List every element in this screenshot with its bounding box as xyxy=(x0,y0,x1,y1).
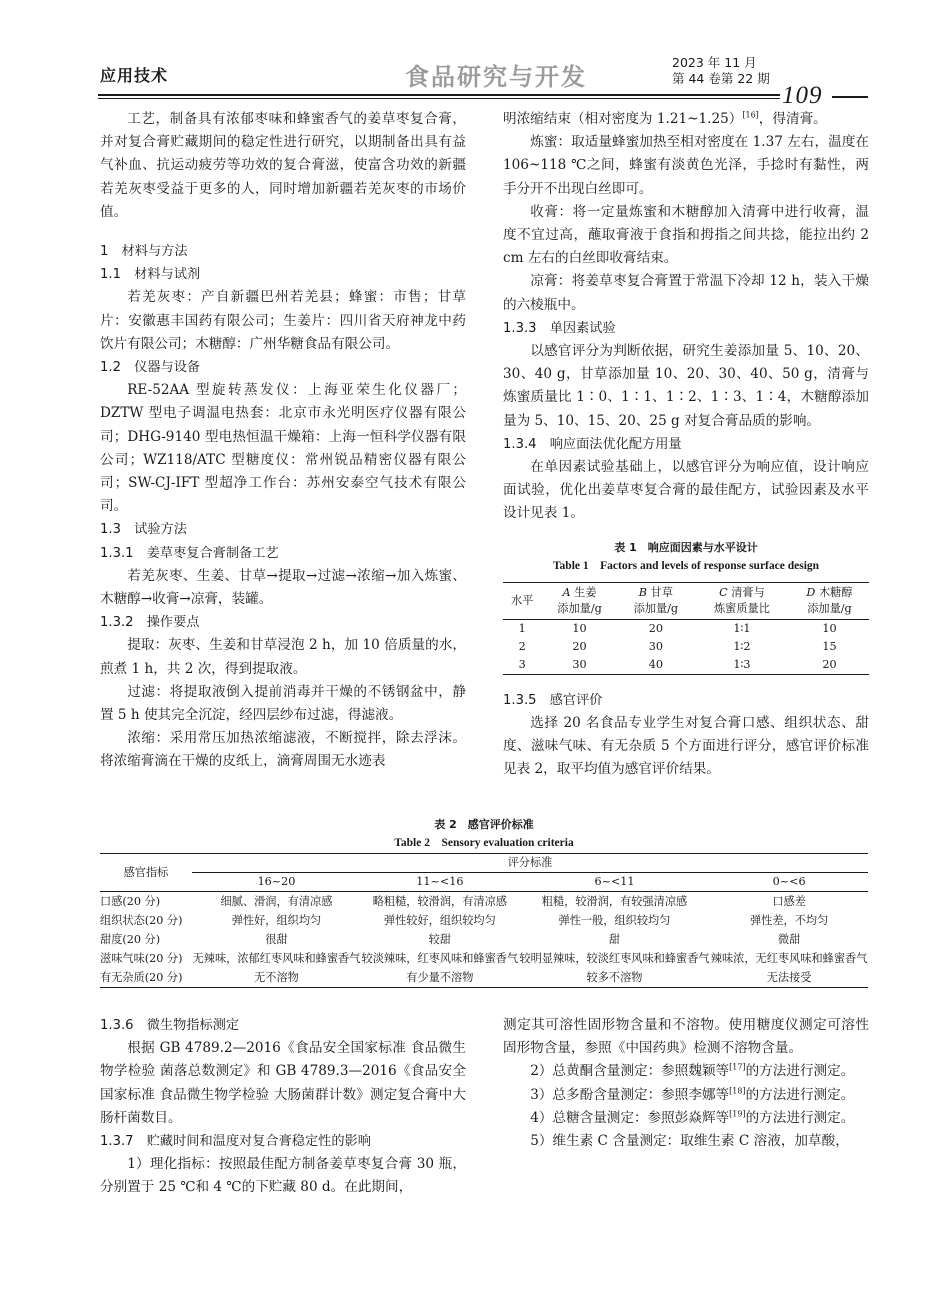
table-cell: 40 xyxy=(618,656,694,675)
header-rule-thin xyxy=(98,98,780,99)
table-cell: 10 xyxy=(822,621,837,635)
table-cell: 无法接受 xyxy=(710,968,868,988)
sugar-paragraph xyxy=(503,1107,869,1130)
heading-1-3-1: 1.3.1 姜草枣复合膏制备工艺 xyxy=(100,545,279,561)
table-cell: 甜度(20 分) xyxy=(100,933,161,946)
citation-ref: [17] xyxy=(729,1062,746,1072)
table1 xyxy=(503,582,869,675)
flavonoid-paragraph xyxy=(503,1060,869,1083)
table-cell: 有少量不溶物 xyxy=(361,968,519,988)
vitamin-c-paragraph: 5）维生素 C 含量测定：取维生素 C 溶液，加草酸， xyxy=(530,1133,849,1150)
heading-1-3-6: 1.3.6 微生物指标测定 xyxy=(100,1018,240,1033)
table-cell: 口感(20 分) xyxy=(100,895,161,908)
table1-caption-en: Table 1 Factors and levels of response surface design xyxy=(552,559,820,572)
table-cell: 弹性较好，组织较均匀 xyxy=(383,914,496,927)
honey-paragraph: 炼蜜：取适量蜂蜜加热至相对密度在 1.37 左右，温度在 106~118 ℃之间，蜂蜜有淡黄色光泽，手捻时有黏性，两手分开不出现白丝即可。 xyxy=(503,134,869,197)
extraction-paragraph: 提取：灰枣、生姜和甘草浸泡 2 h，加 10 倍质量的水，煎煮 1 h，共 2 次，得到提取液。 xyxy=(100,637,466,677)
intro-paragraph: 工艺，制备具有浓郁枣味和蜂蜜香气的姜草枣复合膏，并对复合膏贮藏期间的稳定性进行研究，以期制备出具有益气补血、抗运动疲劳等功效的复合膏滋，使富含功效的新疆若羌灰枣受益于更多的人，同时增加新疆若羌灰枣的市场价值。 xyxy=(100,111,466,220)
table-row xyxy=(100,911,868,930)
table-cell: 细腻、滑润，有清凉感 xyxy=(220,895,333,908)
text-span: 2）总黄酮含量测定：参照魏颖等 xyxy=(530,1063,730,1080)
materials-paragraph: 若羌灰枣：产自新疆巴州若羌县；蜂蜜：市售；甘草片：安徽惠丰国药有限公司；生姜片：四川省天府神龙中药饮片有限公司；木糖醇：广州华糖食品有限公司。 xyxy=(100,289,466,352)
heading-1-1: 1.1 材料与试剂 xyxy=(100,267,201,283)
microbe-paragraph: 根据 GB 4789.2—2016《食品安全国家标准 食品微生物学检验 菌落总数测定》和 GB 4789.3—2016《食品安全国家标准 食品微生物学检验 大肠菌群计数》测定复合膏中大肠杆菌数目。 xyxy=(100,1040,466,1126)
citation-ref: [16] xyxy=(742,110,759,120)
table2-caption: 表 2 感官评价标准 xyxy=(434,818,534,831)
bottom-right-column xyxy=(503,1014,869,1153)
table-cell: 30 xyxy=(648,639,663,653)
text-span: 的方法进行测定。 xyxy=(745,1086,855,1103)
text-span: 的方法进行测定。 xyxy=(745,1109,855,1126)
factor-letter: A xyxy=(562,585,571,599)
table-cell: 辣味浓，无红枣风味和蜂蜜香气 xyxy=(710,952,868,965)
table-cell: 较甜 xyxy=(428,933,452,946)
table-row xyxy=(503,656,869,675)
journal-title: 食品研究与开发 xyxy=(405,63,587,91)
range-header: 0~<6 xyxy=(710,873,868,892)
table-cell: 2 xyxy=(518,639,526,653)
table-cell: 较淡辣味，红枣风味和蜂蜜香气 xyxy=(361,952,519,965)
table2-col-indicator: 感官指标 xyxy=(100,854,192,892)
table-cell: 很甜 xyxy=(265,933,288,946)
citation-ref: [19] xyxy=(729,1109,746,1119)
factor-unit: 添加量/g xyxy=(633,601,679,615)
text-span: 3）总多酚含量测定：参照李娜等 xyxy=(530,1086,730,1103)
table2 xyxy=(100,853,868,988)
heading-1-3-7: 1.3.7 贮藏时间和温度对复合膏稳定性的影响 xyxy=(100,1134,371,1150)
table-row xyxy=(503,638,869,656)
instruments-paragraph: RE-52AA 型旋转蒸发仪：上海亚荣生化仪器厂；DZTW 型电子调温电热套：北京市永光明医疗仪器有限公司；DHG-9140 型电热恒温干燥箱：上海一恒科学仪器有限公司；WZ118/ATC 型糖度仪：常州锐品精密仪器有限公司；SW-CJ-IFT 型超净工作台：苏州安泰空气技术有限公司。 xyxy=(100,382,466,515)
heading-1-3: 1.3 试验方法 xyxy=(100,522,187,538)
table1-header-row xyxy=(503,582,869,619)
page-number: 109 xyxy=(782,82,823,109)
table-cell: 30 xyxy=(541,656,617,675)
table-cell: 20 xyxy=(648,621,663,635)
cooling-paragraph: 凉膏：将姜草枣复合膏置于常温下冷却 12 h，装入干燥的六棱瓶中。 xyxy=(503,273,869,313)
table-cell: 无不溶物 xyxy=(192,968,361,988)
issue-info xyxy=(672,55,770,87)
heading-1-3-3: 1.3.3 单因素试验 xyxy=(503,320,616,336)
table-cell: 微甜 xyxy=(777,933,801,946)
table-cell: 1∶2 xyxy=(733,639,751,653)
table-row xyxy=(100,892,868,912)
page-header xyxy=(0,0,950,109)
factor-name: 清膏与 xyxy=(727,585,765,599)
table-cell: 10 xyxy=(572,621,587,635)
table-cell: 1 xyxy=(518,621,526,635)
table-row xyxy=(100,930,868,949)
table2-block xyxy=(100,815,868,988)
table2-caption-en: Table 2 Sensory evaluation criteria xyxy=(394,837,574,849)
heading-1-3-4: 1.3.4 响应面法优化配方用量 xyxy=(503,436,682,452)
sensory-paragraph: 选择 20 名食品专业学生对复合膏口感、组织状态、甜度、滋味气味、有无杂质 5 个方面进行评分，感官评价标准见表 2，取平均值为感官评价结果。 xyxy=(503,714,869,778)
filtration-paragraph: 过滤：将提取液倒入提前消毒并干燥的不锈钢盆中，静置 5 h 使其完全沉淀，经四层纱布过滤，得滤液。 xyxy=(100,683,466,724)
factor-name: 甘草 xyxy=(646,585,673,599)
range-header: 11~<16 xyxy=(361,873,519,892)
range-header: 16~20 xyxy=(192,873,361,892)
left-column xyxy=(100,108,466,774)
table-cell: 弹性差，不均匀 xyxy=(749,914,829,927)
text-span: 的方法进行测定。 xyxy=(745,1063,855,1080)
table2-range-row xyxy=(100,873,868,892)
factor-unit: 炼蜜质量比 xyxy=(713,601,770,615)
table-cell: 略粗糙，较滑润，有清凉感 xyxy=(372,895,507,908)
factor-unit: 添加量/g xyxy=(807,601,852,615)
section-heading-1: 1 材料与方法 xyxy=(100,244,188,260)
factor-name: 生姜 xyxy=(570,585,597,599)
range-header: 6~<11 xyxy=(519,873,711,892)
polyphenol-paragraph xyxy=(503,1084,869,1107)
table-cell: 20 xyxy=(790,656,869,675)
issue-volume: 第 44 卷第 22 期 xyxy=(672,71,770,86)
rsm-paragraph: 在单因素试验基础上，以感官评分为响应值，设计响应面试验，优化出姜草枣复合膏的最佳配方，试验因素及水平设计见表 1。 xyxy=(503,459,869,522)
table-cell: 有无杂质(20 分) xyxy=(100,968,192,988)
storage-paragraph: 1）理化指标：按照最佳配方制备姜草枣复合膏 30 瓶，分别置于 25 ℃和 4 ℃的下贮藏 80 d。在此期间， xyxy=(100,1156,466,1196)
table-row xyxy=(100,968,868,988)
process-paragraph: 若羌灰枣、生姜、甘草→提取→过滤→浓缩→加入炼蜜、木糖醇→收膏→凉膏，装罐。 xyxy=(100,567,466,608)
table-cell: 3 xyxy=(503,656,541,675)
factor-unit: 添加量/g xyxy=(557,601,602,615)
section-label: 应用技术 xyxy=(100,66,169,85)
table-cell: 20 xyxy=(572,639,587,653)
single-factor-paragraph: 以感官评分为判断依据，研究生姜添加量 5、10、20、30、40 g，甘草添加量 10、20、30、40、50 g，清膏与炼蜜质量比 1∶0、1∶1、1∶2、1∶3、1∶4，木糖醇添加量为 5、10、15、20、25 g 对复合膏品质的影响。 xyxy=(503,343,869,429)
table-cell: 较多不溶物 xyxy=(519,968,711,988)
table-cell: 1∶3 xyxy=(694,656,790,675)
table-cell: 粗糙，较滑润，有较强清凉感 xyxy=(541,895,688,908)
table-cell: 组织状态(20 分) xyxy=(100,914,183,927)
table-cell: 滋味气味(20 分) xyxy=(100,952,183,965)
table2-header-row xyxy=(100,854,868,873)
table-cell: 弹性一般，组织较均匀 xyxy=(558,914,671,927)
header-rule xyxy=(98,94,780,96)
citation-ref: [18] xyxy=(729,1086,746,1096)
table1-col-c xyxy=(694,582,790,619)
table-row xyxy=(100,949,868,968)
table-cell: 无辣味，浓郁红枣风味和蜂蜜香气 xyxy=(192,952,361,965)
text-span: 4）总糖含量测定：参照彭焱辉等 xyxy=(530,1109,730,1126)
paste-paragraph: 收膏：将一定量炼蜜和木糖醇加入清膏中进行收膏，温度不宜过高，蘸取膏液于食指和拇指之间共捻，能拉出约 2 cm 左右的白丝即收膏结束。 xyxy=(503,203,869,267)
table-cell: 口感差 xyxy=(772,895,806,908)
factor-letter: D xyxy=(806,585,816,599)
text-span: ，得清膏。 xyxy=(758,111,827,127)
table-cell: 较明显辣味，较淡红枣风味和蜂蜜香气 xyxy=(519,952,710,965)
right-column xyxy=(503,108,869,781)
factor-letter: C xyxy=(719,585,728,599)
heading-1-2: 1.2 仪器与设备 xyxy=(100,360,201,376)
table-cell: 甜 xyxy=(608,933,621,946)
table-cell: 15 xyxy=(822,639,837,653)
table1-col-d xyxy=(790,582,869,619)
bottom-left-column xyxy=(100,1014,466,1200)
table-cell: 弹性好，组织均匀 xyxy=(231,914,322,927)
table1-col-a xyxy=(541,582,617,619)
table1-col-b xyxy=(618,582,694,619)
factor-letter: B xyxy=(638,585,647,599)
heading-1-3-2: 1.3.2 操作要点 xyxy=(100,615,200,631)
issue-date: 2023 年 11 月 xyxy=(672,55,757,70)
concentration-continued xyxy=(503,108,869,131)
solids-paragraph: 测定其可溶性固形物含量和不溶物。使用糖度仪测定可溶性固形物含量，参照《中国药典》检测不溶物含量。 xyxy=(503,1017,869,1057)
table1-col-level: 水平 xyxy=(503,582,541,619)
table-row xyxy=(503,619,869,638)
text-span: 明浓缩结束（相对密度为 1.21~1.25） xyxy=(503,111,743,127)
table1-caption: 表 1 响应面因素与水平设计 xyxy=(614,540,758,554)
header-rule-tail xyxy=(832,96,868,98)
heading-1-3-5: 1.3.5 感官评价 xyxy=(503,692,603,708)
table2-group-header: 评分标准 xyxy=(192,854,868,873)
table-cell: 1∶1 xyxy=(733,621,751,635)
concentration-paragraph: 浓缩：采用常压加热浓缩滤液，不断搅拌，除去浮沫。将浓缩膏滴在干燥的皮纸上，滴膏周围无水迹表 xyxy=(100,730,466,770)
factor-name: 木糖醇 xyxy=(815,585,853,599)
